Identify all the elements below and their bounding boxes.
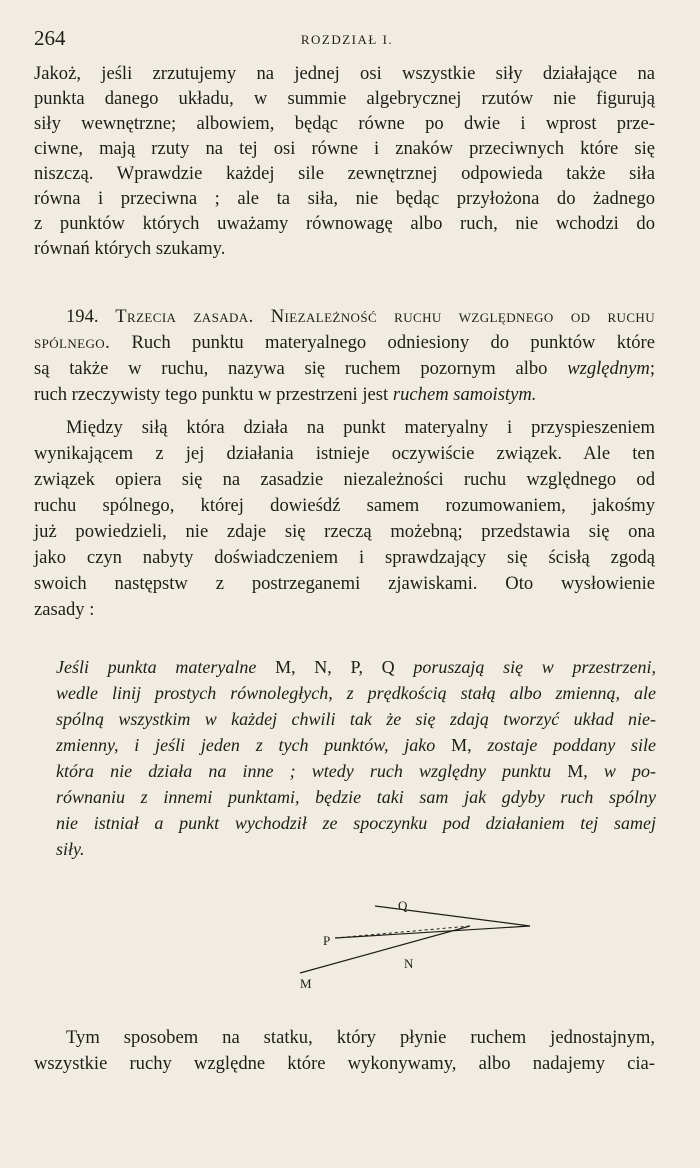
text-line: równań których szukamy. xyxy=(34,238,226,259)
text-line xyxy=(34,356,655,381)
principle-line xyxy=(56,759,656,785)
label-n: N xyxy=(404,956,414,971)
principle-text: Jeśli punkta materyalne xyxy=(56,657,257,677)
section-text: ruch rzeczywisty tego punktu w przestrzeni jest xyxy=(34,384,389,405)
text-line: równa i przeciwna ; ale ta siła, nie będąc przyłożona do żadnego xyxy=(34,188,655,209)
point-label: M, xyxy=(567,761,588,781)
principle-text: w po- xyxy=(603,761,657,781)
label-q: Q xyxy=(398,898,408,913)
text-line: Między siłą która działa na punkt materyalny i przyspieszeniem xyxy=(66,417,655,438)
section-text: są także w ruchu, nazywa się ruchem pozornym albo xyxy=(34,358,548,379)
text-line: Jakoż, jeśli zrzutujemy na jednej osi wszystkie siły działające na xyxy=(34,63,655,84)
text-line: związek opiera się na zasadzie niezależności ruchu względnego od xyxy=(34,469,655,490)
principle-line: siły. xyxy=(56,839,85,859)
emphasis-term: względnym xyxy=(567,358,650,379)
text-line: siły wewnętrzne; albowiem, będąc równe po dwie i wprost prze- xyxy=(34,113,655,134)
text-line: już powiedzieli, nie zdaje się rzeczą możebną; przedstawia się ona xyxy=(34,521,655,542)
principle-line: równaniu z innemi punktami, będzie taki sam jak gdyby ruch spólny xyxy=(56,787,656,807)
text-line: ruchu spólnego, której dowieśdź samem rozumowaniem, jakośmy xyxy=(34,495,655,516)
running-head: ROZDZIAŁ I. xyxy=(300,32,394,47)
section-title: Trzecia zasada. Niezależność ruchu względnego od ruchu xyxy=(115,306,655,327)
section-heading xyxy=(34,304,655,329)
text-line: z punktów których uważamy równowagę albo ruch, nie wchodzi do xyxy=(34,213,655,234)
principle-line: nie istniał a punkt wychodził ze spoczynku pod działaniem tej samej xyxy=(56,813,656,833)
text-line: Tym sposobem na statku, który płynie ruchem jednostajnym, xyxy=(66,1027,655,1048)
section-title-end: spólnego. xyxy=(34,332,111,353)
text-line: zasady : xyxy=(34,599,95,620)
text-line: punkta danego układu, w summie algebrycznej rzutów nie figurują xyxy=(34,88,655,109)
principle-text: zmienny, i jeśli jeden z tych punktów, jako xyxy=(56,735,436,755)
motion-diagram xyxy=(290,898,530,991)
page-header xyxy=(34,26,660,52)
principle-line xyxy=(56,733,656,759)
section-text: Ruch punktu materyalnego odniesiony do punktów które xyxy=(131,332,655,353)
punctuation: ; xyxy=(649,358,655,379)
text-line: ciwne, mają rzuty na tej osi równe i znaków przeciwnych które się xyxy=(34,138,655,159)
text-line: wszystkie ruchy względne które wykonywamy, albo nadajemy cia- xyxy=(34,1053,655,1074)
principle-line: spólną wszystkim w każdej chwili tak że się zdają tworzyć układ nie- xyxy=(56,709,656,729)
point-labels: M, N, P, Q xyxy=(275,657,395,677)
text-line xyxy=(34,330,655,355)
emphasis-term: ruchem samoistym. xyxy=(392,384,537,405)
principle-line: wedle linij prostych równoległych, z prędkością stałą albo zmienną, ale xyxy=(56,683,656,703)
text-line: jako czyn nabyty doświadczeniem i sprawdzający się ścisłą zgodą xyxy=(34,547,655,568)
text-line: swoich następstw z postrzeganemi zjawiskami. Oto wysłowienie xyxy=(34,573,655,594)
principle-text: zostaje poddany sile xyxy=(487,735,657,755)
text-line: niszczą. Wprawdzie każdej sile zewnętrznej odpowieda także siła xyxy=(34,163,655,184)
text-line: wynikającem z jej działania istnieje oczywiście związek. Ale ten xyxy=(34,443,655,464)
principle-text: która nie działa na inne ; wtedy ruch względny punktu xyxy=(56,761,552,781)
principle-line xyxy=(56,655,656,681)
section-number: 194. xyxy=(66,306,99,327)
text-line xyxy=(34,382,655,407)
page-number: 264 xyxy=(34,26,66,50)
label-m: M xyxy=(300,976,312,991)
principle-text: poruszają się w przestrzeni, xyxy=(413,657,657,677)
point-label: M, xyxy=(451,735,472,755)
label-p: P xyxy=(323,933,331,948)
